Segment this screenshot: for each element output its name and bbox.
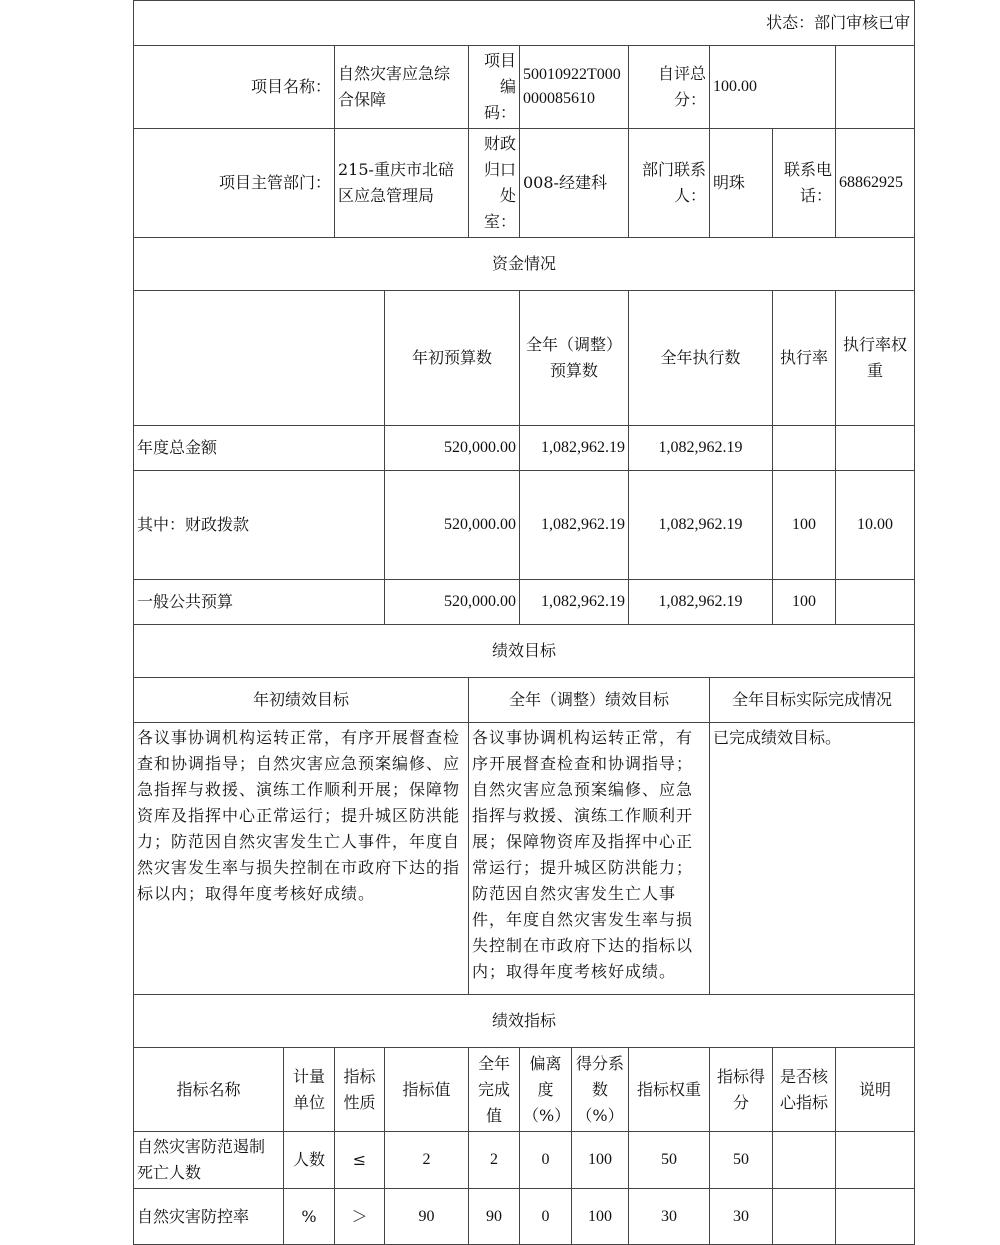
dept-value: 215-重庆市北碚区应急管理局 (335, 129, 469, 238)
indicator-actual: 90 (469, 1189, 520, 1245)
indicator-unit: 人数 (284, 1132, 335, 1189)
indicator-header-actual: 全年完成值 (469, 1048, 520, 1132)
indicator-header-score: 指标得分 (710, 1048, 773, 1132)
indicator-target: 2 (385, 1132, 469, 1189)
indicator-header-target: 指标值 (385, 1048, 469, 1132)
indicator-header-weight: 指标权重 (629, 1048, 710, 1132)
indicator-core (773, 1189, 836, 1245)
fund-row-rate: 100 (773, 471, 836, 580)
project-code-value: 50010922T000000085610 (520, 46, 629, 129)
fund-row-rate: 100 (773, 580, 836, 625)
indicator-header-note: 说明 (836, 1048, 915, 1132)
indicator-header-coef: 得分系数（%） (572, 1048, 629, 1132)
fund-row-initial: 520,000.00 (385, 471, 520, 580)
funds-header-rate: 执行率 (773, 291, 836, 426)
evaluation-table (133, 0, 915, 1245)
indicator-header-unit: 计量单位 (284, 1048, 335, 1132)
indicator-target: 90 (385, 1189, 469, 1245)
fund-row-adjusted: 1,082,962.19 (520, 426, 629, 471)
fund-row-executed: 1,082,962.19 (629, 471, 773, 580)
indicator-header-core: 是否核心指标 (773, 1048, 836, 1132)
project-name-value: 自然灾害应急综合保障 (335, 46, 469, 129)
contact-label: 部门联系人： (629, 129, 710, 238)
table-row (134, 580, 915, 625)
fund-row-rate (773, 426, 836, 471)
status-label: 状态：部门审核已审 (134, 1, 915, 46)
indicator-score: 50 (710, 1132, 773, 1189)
indicator-core (773, 1132, 836, 1189)
goals-section-title: 绩效目标 (134, 625, 915, 678)
indicator-weight: 30 (629, 1189, 710, 1245)
fund-row-initial: 520,000.00 (385, 580, 520, 625)
table-row (134, 1132, 915, 1189)
phone-value: 68862925 (836, 129, 915, 238)
funds-header-blank (134, 291, 385, 426)
fund-row-executed: 1,082,962.19 (629, 580, 773, 625)
indicator-header-nature: 指标性质 (335, 1048, 385, 1132)
funds-header-adjusted: 全年（调整）预算数 (520, 291, 629, 426)
indicators-section-title: 绩效指标 (134, 995, 915, 1048)
fund-row-adjusted: 1,082,962.19 (520, 580, 629, 625)
initial-goal-header: 年初绩效目标 (134, 678, 469, 723)
fund-row-adjusted: 1,082,962.19 (520, 471, 629, 580)
indicator-coef: 100 (572, 1189, 629, 1245)
indicator-score: 30 (710, 1189, 773, 1245)
indicator-nature: ≤ (335, 1132, 385, 1189)
fund-row-label: 其中：财政拨款 (134, 471, 385, 580)
finance-office-label: 财政归口处室： (469, 129, 520, 238)
table-row (134, 426, 915, 471)
indicator-name: 自然灾害防范遏制死亡人数 (134, 1132, 284, 1189)
fund-row-label: 年度总金额 (134, 426, 385, 471)
initial-goal-text: 各议事协调机构运转正常，有序开展督查检查和协调指导；自然灾害应急预案编修、应急指挥与救援、演练工作顺利开展；保障物资库及指挥中心正常运行；提升城区防洪能力；防范因自然灾害发生亡人事件，年度自然灾害发生率与损失控制在市政府下达的指标以内；取得年度考核好成绩。 (134, 723, 469, 995)
indicator-coef: 100 (572, 1132, 629, 1189)
indicator-deviation: 0 (520, 1132, 572, 1189)
indicator-nature: ＞ (335, 1189, 385, 1245)
phone-label: 联系电话： (773, 129, 836, 238)
funds-header-initial: 年初预算数 (385, 291, 520, 426)
self-score-label: 自评总分： (629, 46, 710, 129)
actual-goal-text: 已完成绩效目标。 (710, 723, 915, 995)
indicator-note (836, 1132, 915, 1189)
fund-row-weight (836, 580, 915, 625)
finance-office-value: 008-经建科 (520, 129, 629, 238)
project-code-label: 项目编码： (469, 46, 520, 129)
fund-row-weight (836, 426, 915, 471)
adjusted-goal-text: 各议事协调机构运转正常，有序开展督查检查和协调指导；自然灾害应急预案编修、应急指挥与救援、演练工作顺利开展；保障物资库及指挥中心正常运行；提升城区防洪能力；防范因自然灾害发生亡人事件，年度自然灾害发生率与损失控制在市政府下达的指标以内；取得年度考核好成绩。 (469, 723, 710, 995)
fund-row-executed: 1,082,962.19 (629, 426, 773, 471)
funds-section-title: 资金情况 (134, 238, 915, 291)
indicator-header-deviation: 偏离度（%） (520, 1048, 572, 1132)
indicator-header-name: 指标名称 (134, 1048, 284, 1132)
funds-header-executed: 全年执行数 (629, 291, 773, 426)
table-row (134, 1189, 915, 1245)
fund-row-weight: 10.00 (836, 471, 915, 580)
evaluation-sheet (133, 0, 914, 1226)
fund-row-initial: 520,000.00 (385, 426, 520, 471)
self-score-value: 100.00 (710, 46, 836, 129)
dept-label: 项目主管部门： (134, 129, 335, 238)
actual-goal-header: 全年目标实际完成情况 (710, 678, 915, 723)
table-row (134, 471, 915, 580)
funds-header-weight: 执行率权重 (836, 291, 915, 426)
fund-row-label: 一般公共预算 (134, 580, 385, 625)
contact-value: 明珠 (710, 129, 773, 238)
indicator-deviation: 0 (520, 1189, 572, 1245)
indicator-unit: % (284, 1189, 335, 1245)
indicator-note (836, 1189, 915, 1245)
indicator-actual: 2 (469, 1132, 520, 1189)
empty-cell (836, 46, 915, 129)
indicator-weight: 50 (629, 1132, 710, 1189)
adjusted-goal-header: 全年（调整）绩效目标 (469, 678, 710, 723)
project-name-label: 项目名称： (134, 46, 335, 129)
indicator-name: 自然灾害防控率 (134, 1189, 284, 1245)
